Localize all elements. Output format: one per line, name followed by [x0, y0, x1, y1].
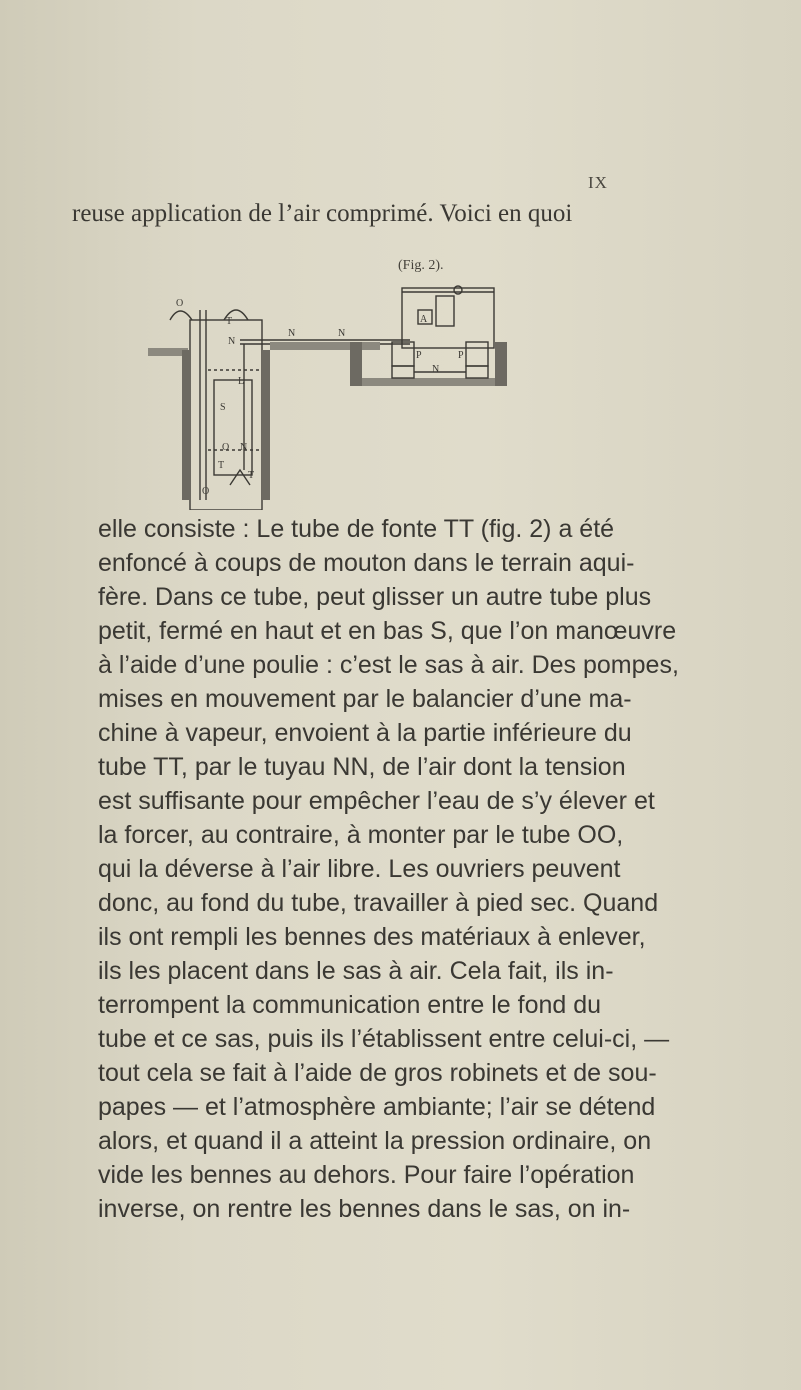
text-line: ils les placent dans le sas à air. Cela fait, ils in-: [98, 957, 614, 985]
fig-label-o-bottom: O: [202, 486, 210, 497]
text-line: tube TT, par le tuyau NN, de l’air dont la tension: [98, 753, 626, 781]
caisson-diagram: [140, 280, 560, 510]
fig-label-p-left: P: [416, 350, 422, 361]
figure-caption: (Fig. 2).: [398, 258, 444, 273]
text-line: tout cela se fait à l’aide de gros robinets et de sou-: [98, 1059, 657, 1087]
fig-label-t-bottom: T: [248, 470, 255, 481]
figure-labels: [176, 298, 464, 497]
fig-label-t-top: T: [226, 316, 233, 327]
text-line: alors, et quand il a atteint la pression ordinaire, on: [98, 1127, 652, 1155]
fig-label-n-pipe-2: N: [338, 328, 346, 339]
fig-label-o-top: O: [176, 298, 184, 309]
fig-label-t-mid: T: [218, 460, 225, 471]
fig-label-n-mid: N: [240, 442, 248, 453]
fig-label-a: A: [420, 314, 428, 325]
fig-label-n-pump: N: [432, 364, 440, 375]
text-line: chine à vapeur, envoient à la partie inférieure du: [98, 719, 632, 747]
text-line: la forcer, au contraire, à monter par le tube OO,: [98, 821, 624, 849]
text-line: petit, fermé en haut et en bas S, que l’on manœuvre: [98, 617, 677, 645]
caisson-diagram-drawing: [140, 280, 560, 510]
fig-label-n-pipe-1: N: [288, 328, 296, 339]
text-line-head: reuse application de l’air comprimé. Voici en quoi: [72, 200, 573, 227]
text-line: fère. Dans ce tube, peut glisser un autre tube plus: [98, 583, 652, 611]
text-line: est suffisante pour empêcher l’eau de s’y élever et: [98, 787, 655, 815]
text-line: enfoncé à coups de mouton dans le terrain aqui-: [98, 549, 635, 577]
text-line: elle consiste : Le tube de fonte TT (fig. 2) a été: [98, 515, 615, 543]
text-line: inverse, on rentre les bennes dans le sas, on in-: [98, 1195, 631, 1223]
text-line: terrompent la communication entre le fond du: [98, 991, 602, 1019]
text-line: ils ont rempli les bennes des matériaux à enlever,: [98, 923, 646, 951]
fig-label-o-mid: O: [222, 442, 230, 453]
text-line: vide les bennes au dehors. Pour faire l’opération: [98, 1161, 635, 1189]
fig-label-p-right: P: [458, 350, 464, 361]
text-line: qui la déverse à l’air libre. Les ouvriers peuvent: [98, 855, 621, 883]
fig-label-s: S: [220, 402, 226, 413]
text-line: à l’aide d’une poulie : c’est le sas à air. Des pompes,: [98, 651, 679, 679]
fig-label-l: L: [238, 376, 245, 387]
fig-label-n-left: N: [228, 336, 236, 347]
text-line: tube et ce sas, puis ils l’établissent entre celui-ci, —: [98, 1025, 670, 1053]
text-line: donc, au fond du tube, travailler à pied sec. Quand: [98, 889, 659, 917]
page-number: IX: [588, 173, 608, 192]
text-line: papes — et l’atmosphère ambiante; l’air se détend: [98, 1093, 656, 1121]
text-line: mises en mouvement par le balancier d’une ma-: [98, 685, 632, 713]
